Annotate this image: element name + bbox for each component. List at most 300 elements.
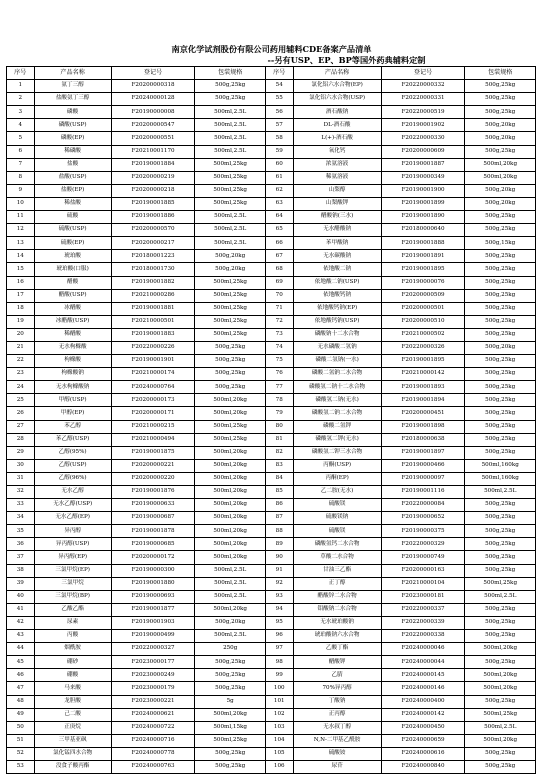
cell-product-name: 丁酸钠 xyxy=(293,695,381,708)
cell-seq: 83 xyxy=(265,459,293,472)
cell-reg-no: F20190000375 xyxy=(381,525,465,538)
cell-seq: 58 xyxy=(265,132,293,145)
cell-packaging: 500g,25kg xyxy=(465,315,536,328)
cell-product-name: 依地酸钙钠(USP) xyxy=(293,315,381,328)
table-row xyxy=(7,472,536,485)
cell-product-name: 盐酸氨丁三醇 xyxy=(34,93,111,106)
cell-seq: 43 xyxy=(7,630,35,643)
cell-seq: 32 xyxy=(7,486,35,499)
cell-packaging: 500ml,2.5L xyxy=(465,721,536,734)
cell-seq: 75 xyxy=(265,355,293,368)
cell-product-name: 无水叔丁醇 xyxy=(293,721,381,734)
cell-reg-no: F20210001170 xyxy=(111,145,195,158)
cell-packaging: 500g,25kg xyxy=(465,80,536,93)
cell-product-name: 无水乙醇 xyxy=(34,486,111,499)
table-row xyxy=(7,211,536,224)
cell-product-name: 磷酸氢二钠二水合物 xyxy=(293,407,381,420)
cell-seq: 14 xyxy=(7,250,35,263)
cell-product-name: 尿素 xyxy=(34,616,111,629)
cell-seq: 78 xyxy=(265,394,293,407)
cell-reg-no: F20190001875 xyxy=(111,446,195,459)
cell-reg-no: F20200000220 xyxy=(111,472,195,485)
cell-seq: 5 xyxy=(7,132,35,145)
cell-product-name: 硼酸 xyxy=(34,669,111,682)
title-main: 南京化学试剂股份有限公司药用辅料CDE备案产品清单 xyxy=(171,44,372,54)
cell-product-name: 醋酸 xyxy=(34,276,111,289)
cell-reg-no: F20190001888 xyxy=(381,237,465,250)
table-row xyxy=(7,564,536,577)
cell-product-name: 三氯甲烷(EP) xyxy=(34,564,111,577)
cell-reg-no: F20220000226 xyxy=(111,341,195,354)
cell-product-name: 无水碳酸钠 xyxy=(293,250,381,263)
cell-product-name: 枸橼酸 xyxy=(34,355,111,368)
cell-product-name: 硫酸(EP) xyxy=(34,237,111,250)
cell-product-name: DL-酒石酸 xyxy=(293,119,381,132)
cell-seq: 55 xyxy=(265,93,293,106)
cell-product-name: 己二酸 xyxy=(34,708,111,721)
table-row xyxy=(7,341,536,354)
cell-reg-no: F20190001887 xyxy=(381,158,465,171)
cell-reg-no: F20190001894 xyxy=(381,394,465,407)
cell-seq: 73 xyxy=(265,328,293,341)
cell-product-name: 硫酸镁 xyxy=(293,499,381,512)
cell-product-name: 马来酸 xyxy=(34,682,111,695)
cell-reg-no: F20230000181 xyxy=(381,590,465,603)
cell-packaging: 500ml,25kg xyxy=(195,197,266,210)
cell-product-name: 磷酸 xyxy=(34,106,111,119)
cell-seq: 56 xyxy=(265,106,293,119)
cell-product-name: 异丙醇(EP) xyxy=(34,551,111,564)
cell-product-name: 丙酮(EP) xyxy=(293,472,381,485)
header-seq: 序号 xyxy=(7,67,35,80)
cell-packaging: 500ml,20kg xyxy=(465,734,536,747)
cell-seq: 10 xyxy=(7,197,35,210)
cell-product-name: 山梨醇 xyxy=(293,184,381,197)
cell-product-name: 盐酸 xyxy=(34,158,111,171)
table-row xyxy=(7,603,536,616)
cell-reg-no: F20200000501 xyxy=(381,302,465,315)
cell-reg-no: F20220000327 xyxy=(111,643,195,656)
cell-packaging: 500g,25kg xyxy=(465,420,536,433)
cell-reg-no: F20200000318 xyxy=(111,80,195,93)
cell-reg-no: F20190000097 xyxy=(381,472,465,485)
cell-packaging: 500ml,20kg xyxy=(195,525,266,538)
cell-seq: 94 xyxy=(265,603,293,616)
table-row xyxy=(7,643,536,656)
cell-product-name: 三氯甲烷 xyxy=(34,577,111,590)
cell-product-name: 乙酸乙酯 xyxy=(34,603,111,616)
cell-packaging: 500g,25kg xyxy=(195,93,266,106)
cell-seq: 12 xyxy=(7,224,35,237)
cell-packaging: 500ml,160kg xyxy=(465,459,536,472)
cell-reg-no: F20180000638 xyxy=(381,433,465,446)
cell-seq: 88 xyxy=(265,525,293,538)
cell-seq: 9 xyxy=(7,184,35,197)
cell-reg-no: F20210000215 xyxy=(111,420,195,433)
cell-seq: 46 xyxy=(7,669,35,682)
cell-packaging: 500ml,25kg xyxy=(195,315,266,328)
cell-seq: 45 xyxy=(7,656,35,669)
cell-product-name: 乙二胺(无水) xyxy=(293,486,381,499)
cell-seq: 104 xyxy=(265,734,293,747)
table-row xyxy=(7,630,536,643)
cell-seq: 86 xyxy=(265,499,293,512)
cell-packaging: 500g,25kg xyxy=(465,211,536,224)
cell-reg-no: F20190000499 xyxy=(111,630,195,643)
cell-packaging: 500g,15kg xyxy=(465,237,536,250)
cell-seq: 17 xyxy=(7,289,35,302)
cell-seq: 82 xyxy=(265,446,293,459)
cell-reg-no: F20240000145 xyxy=(381,669,465,682)
cell-reg-no: F20240000764 xyxy=(111,381,195,394)
cell-seq: 103 xyxy=(265,721,293,734)
cell-reg-no: F20200000510 xyxy=(381,315,465,328)
table-row xyxy=(7,106,536,119)
title-sub: --另有USP、EP、BP等国外药典辅料定制 xyxy=(267,55,426,65)
table-row xyxy=(7,551,536,564)
cell-reg-no: F20190001900 xyxy=(381,184,465,197)
cell-product-name: 磷酸二氢钾 xyxy=(293,420,381,433)
cell-packaging: 500ml,20kg xyxy=(465,669,536,682)
cell-seq: 13 xyxy=(7,237,35,250)
cell-product-name: 醋酸(USP) xyxy=(34,289,111,302)
cell-packaging: 500g,25kg xyxy=(465,289,536,302)
cell-packaging: 500g,20kg xyxy=(465,132,536,145)
cell-seq: 23 xyxy=(7,368,35,381)
cell-reg-no: F20220000338 xyxy=(381,630,465,643)
cell-reg-no: F20210000174 xyxy=(111,368,195,381)
cell-reg-no: F20190001885 xyxy=(111,197,195,210)
cell-product-name: 无水醋酸钠 xyxy=(293,224,381,237)
table-row xyxy=(7,420,536,433)
cell-product-name: 稀盐酸 xyxy=(34,197,111,210)
cell-seq: 81 xyxy=(265,433,293,446)
cell-packaging: 500ml,2.5L xyxy=(195,224,266,237)
cell-packaging: 500g,25kg xyxy=(465,551,536,564)
cell-reg-no: F20210000142 xyxy=(381,368,465,381)
table-row xyxy=(7,682,536,695)
cell-product-name: 稀醋酸 xyxy=(34,328,111,341)
cell-packaging: 500ml,2.5L xyxy=(195,577,266,590)
cell-packaging: 500ml,25kg xyxy=(195,734,266,747)
cell-reg-no: F20190001876 xyxy=(111,486,195,499)
cell-seq: 101 xyxy=(265,695,293,708)
cell-seq: 39 xyxy=(7,577,35,590)
cell-packaging: 500ml,20kg xyxy=(195,708,266,721)
cell-reg-no: F20190001877 xyxy=(111,603,195,616)
cell-seq: 47 xyxy=(7,682,35,695)
cell-reg-no: F20240000621 xyxy=(111,708,195,721)
table-row xyxy=(7,734,536,747)
cell-reg-no: F20180001223 xyxy=(111,250,195,263)
cell-product-name: 硫酸镁钠 xyxy=(293,512,381,525)
cell-packaging: 500g,25kg xyxy=(465,407,536,420)
cell-reg-no: F20190000076 xyxy=(381,276,465,289)
cell-packaging: 500ml,15kg xyxy=(195,721,266,734)
cell-reg-no: F20190001891 xyxy=(381,250,465,263)
cell-packaging: 500ml,20kg xyxy=(195,551,266,564)
cell-seq: 102 xyxy=(265,708,293,721)
cell-seq: 27 xyxy=(7,420,35,433)
cell-reg-no: F20190001903 xyxy=(111,616,195,629)
cell-packaging: 500g,25kg xyxy=(465,394,536,407)
cell-product-name: 氯化锰四水合物 xyxy=(34,747,111,760)
cell-reg-no: F20200000217 xyxy=(111,237,195,250)
table-header-row xyxy=(7,67,536,80)
cell-product-name: 无水枸橼酸钠 xyxy=(34,381,111,394)
cell-packaging: 500g,25kg xyxy=(465,433,536,446)
cell-product-name: 氧化钙 xyxy=(293,145,381,158)
cell-packaging: 500g,25kg xyxy=(465,328,536,341)
cell-reg-no: F20190001116 xyxy=(381,486,465,499)
cell-reg-no: F20190001899 xyxy=(381,197,465,210)
cell-reg-no: F20190001884 xyxy=(111,158,195,171)
cell-reg-no: F20210000501 xyxy=(111,315,195,328)
cell-reg-no: F20200000551 xyxy=(111,132,195,145)
cell-packaging: 500ml,20kg xyxy=(195,472,266,485)
cell-product-name: N,N-二甲基乙酰胺 xyxy=(293,734,381,747)
cell-seq: 42 xyxy=(7,616,35,629)
cell-packaging: 500ml,2.5L xyxy=(195,119,266,132)
cell-product-name: 稀磷酸 xyxy=(34,145,111,158)
cell-reg-no: F20220000084 xyxy=(381,499,465,512)
cell-seq: 34 xyxy=(7,512,35,525)
table-row xyxy=(7,433,536,446)
cell-packaging: 500ml,25kg xyxy=(195,171,266,184)
cell-reg-no: F20190000685 xyxy=(111,538,195,551)
cell-seq: 37 xyxy=(7,551,35,564)
cell-packaging: 500g,25kg xyxy=(465,446,536,459)
cell-packaging: 500ml,2.5L xyxy=(195,211,266,224)
cell-packaging: 500ml,2.5L xyxy=(465,590,536,603)
cell-seq: 35 xyxy=(7,525,35,538)
cell-product-name: 磷酸二氢钠二水合物 xyxy=(293,368,381,381)
cell-product-name: 三氯甲烷(BP) xyxy=(34,590,111,603)
cell-seq: 8 xyxy=(7,171,35,184)
cell-seq: 79 xyxy=(265,407,293,420)
cell-product-name: 枸橼酸钠 xyxy=(34,368,111,381)
cell-seq: 41 xyxy=(7,603,35,616)
cell-packaging: 500ml,25kg xyxy=(465,708,536,721)
cell-seq: 15 xyxy=(7,263,35,276)
cell-product-name: 异丙醇(USP) xyxy=(34,538,111,551)
cell-reg-no: F20220000329 xyxy=(381,538,465,551)
cell-packaging: 500g,25kg xyxy=(465,512,536,525)
cell-product-name: 乙酸丁酯 xyxy=(293,643,381,656)
cell-reg-no: F20190001895 xyxy=(381,263,465,276)
cell-packaging: 500g,25kg xyxy=(465,630,536,643)
cell-reg-no: F20190000652 xyxy=(381,512,465,525)
cell-product-name: 无水乙醇(EP) xyxy=(34,512,111,525)
cell-packaging: 500ml,2.5L xyxy=(195,145,266,158)
cell-seq: 89 xyxy=(265,538,293,551)
cell-seq: 97 xyxy=(265,643,293,656)
cell-seq: 24 xyxy=(7,381,35,394)
cell-reg-no: F20240000046 xyxy=(381,643,465,656)
cell-seq: 36 xyxy=(7,538,35,551)
cell-seq: 21 xyxy=(7,341,35,354)
cell-reg-no: F20240000400 xyxy=(381,695,465,708)
cell-packaging: 500g,20kg xyxy=(465,184,536,197)
cell-packaging: 500ml,20kg xyxy=(195,446,266,459)
cell-packaging: 500ml,2.5L xyxy=(195,564,266,577)
cell-seq: 87 xyxy=(265,512,293,525)
cell-product-name: 甲醇(USP) xyxy=(34,394,111,407)
cell-product-name: 70%异丙醇 xyxy=(293,682,381,695)
cell-seq: 80 xyxy=(265,420,293,433)
cell-seq: 84 xyxy=(265,472,293,485)
cell-seq: 54 xyxy=(265,80,293,93)
cell-seq: 7 xyxy=(7,158,35,171)
cell-product-name: 磷酸氢二钠(无水) xyxy=(293,394,381,407)
cell-product-name: 冰醋酸 xyxy=(34,302,111,315)
cell-seq: 64 xyxy=(265,211,293,224)
cell-reg-no: F20200000218 xyxy=(111,184,195,197)
cell-product-name: 钼酸钠二水合物 xyxy=(293,603,381,616)
cell-packaging: 500g,25kg xyxy=(465,747,536,760)
cell-product-name: 无水磷酸二氢钠 xyxy=(293,341,381,354)
cell-product-name: 硼砂 xyxy=(34,656,111,669)
cell-reg-no: F20210000104 xyxy=(381,577,465,590)
cell-product-name: 琥珀酸钠六水合物 xyxy=(293,630,381,643)
table-row xyxy=(7,669,536,682)
cell-packaging: 500g,25kg xyxy=(465,603,536,616)
cell-packaging: 500g,25kg xyxy=(195,747,266,760)
cell-reg-no: F20190000633 xyxy=(111,499,195,512)
cell-packaging: 500g,25kg xyxy=(195,656,266,669)
cell-packaging: 500ml,25kg xyxy=(195,276,266,289)
cell-reg-no: F20200000547 xyxy=(111,119,195,132)
table-row xyxy=(7,381,536,394)
table-row xyxy=(7,538,536,551)
cell-packaging: 500g,25kg xyxy=(195,341,266,354)
cell-product-name: 苯乙醇(USP) xyxy=(34,433,111,446)
cell-packaging: 500g,25kg xyxy=(465,263,536,276)
cell-reg-no: F20240000722 xyxy=(111,721,195,734)
cell-packaging: 250g xyxy=(195,643,266,656)
cell-seq: 11 xyxy=(7,211,35,224)
cell-product-name: 稀氨溶液 xyxy=(293,171,381,184)
table-row xyxy=(7,132,536,145)
cell-packaging: 500ml,20kg xyxy=(195,512,266,525)
table-row xyxy=(7,368,536,381)
cell-packaging: 500g,20kg xyxy=(465,341,536,354)
cell-reg-no: F20230000249 xyxy=(111,669,195,682)
cell-product-name: 磷酸氢二钠十二水合物 xyxy=(293,381,381,394)
cell-packaging: 500ml,20kg xyxy=(465,682,536,695)
cell-product-name: 乙醇(USP) xyxy=(34,459,111,472)
cell-packaging: 500ml,25kg xyxy=(465,577,536,590)
cell-packaging: 500g,25kg xyxy=(195,760,266,773)
cell-reg-no: F20240000142 xyxy=(381,708,465,721)
cell-product-name: 氨丁三醇 xyxy=(34,80,111,93)
cell-product-name: 酒石酸钠 xyxy=(293,106,381,119)
table-row xyxy=(7,80,536,93)
cell-product-name: 琥珀酸(口服) xyxy=(34,263,111,276)
cell-product-name: 尿苷 xyxy=(293,760,381,773)
table-row xyxy=(7,355,536,368)
cell-packaging: 500g,25kg xyxy=(465,499,536,512)
cell-seq: 63 xyxy=(265,197,293,210)
cell-reg-no: F20200000609 xyxy=(381,145,465,158)
cell-packaging: 500ml,25kg xyxy=(195,302,266,315)
cell-packaging: 500g,25kg xyxy=(195,669,266,682)
table-row xyxy=(7,302,536,315)
cell-seq: 60 xyxy=(265,158,293,171)
cell-packaging: 500g,25kg xyxy=(195,381,266,394)
cell-seq: 98 xyxy=(265,656,293,669)
table-row xyxy=(7,590,536,603)
table-row xyxy=(7,499,536,512)
cell-product-name: 磷酸钠十二水合物 xyxy=(293,328,381,341)
cell-reg-no: F20200000173 xyxy=(111,394,195,407)
cell-reg-no: F20200000163 xyxy=(381,564,465,577)
cell-packaging: 5g xyxy=(195,695,266,708)
cell-packaging: 500g,25kg xyxy=(465,564,536,577)
cell-product-name: 甘油三乙酯 xyxy=(293,564,381,577)
cell-product-name: 依地酸钙钠 xyxy=(293,289,381,302)
cell-product-name: 烟酰胺 xyxy=(34,643,111,656)
table-row xyxy=(7,459,536,472)
cell-reg-no: F20200000451 xyxy=(381,407,465,420)
cell-seq: 85 xyxy=(265,486,293,499)
cell-packaging: 500g,25kg xyxy=(465,616,536,629)
cell-packaging: 500g,25kg xyxy=(465,538,536,551)
cell-packaging: 500g,25kg xyxy=(465,106,536,119)
cell-packaging: 500ml,25kg xyxy=(195,184,266,197)
cell-reg-no: F20190000300 xyxy=(111,564,195,577)
cell-product-name: 正丁醇 xyxy=(293,577,381,590)
cell-seq: 33 xyxy=(7,499,35,512)
cell-packaging: 500ml,20kg xyxy=(195,459,266,472)
cell-seq: 61 xyxy=(265,171,293,184)
cell-reg-no: F20240000450 xyxy=(381,721,465,734)
table-row xyxy=(7,721,536,734)
cell-packaging: 500g,25kg xyxy=(465,250,536,263)
cell-product-name: 异丙醇 xyxy=(34,525,111,538)
cell-seq: 38 xyxy=(7,564,35,577)
cell-product-name: 龙胆酸 xyxy=(34,695,111,708)
cell-seq: 96 xyxy=(265,630,293,643)
cell-product-name: 冰醋酸(USP) xyxy=(34,315,111,328)
cell-product-name: 硫酸镁 xyxy=(293,525,381,538)
cell-reg-no: F20240000044 xyxy=(381,656,465,669)
table-row xyxy=(7,263,536,276)
cell-reg-no: F20230000221 xyxy=(111,695,195,708)
cell-reg-no: F20240000763 xyxy=(111,760,195,773)
cell-product-name: 盐酸(USP) xyxy=(34,171,111,184)
cell-seq: 100 xyxy=(265,682,293,695)
cell-product-name: 依地酸二钠(USP) xyxy=(293,276,381,289)
cell-seq: 49 xyxy=(7,708,35,721)
cell-seq: 19 xyxy=(7,315,35,328)
header-reg-no: 登记号 xyxy=(381,67,465,80)
cell-packaging: 500g,20kg xyxy=(195,616,266,629)
cell-product-name: 正丙醇 xyxy=(293,708,381,721)
cell-packaging: 500ml,20kg xyxy=(195,486,266,499)
cell-seq: 31 xyxy=(7,472,35,485)
cell-reg-no: F20180000640 xyxy=(381,224,465,237)
cell-packaging: 500g,25kg xyxy=(465,276,536,289)
cell-packaging: 500ml,20kg xyxy=(195,394,266,407)
cell-seq: 18 xyxy=(7,302,35,315)
cell-packaging: 500g,20kg xyxy=(465,119,536,132)
cell-seq: 70 xyxy=(265,289,293,302)
cell-product-name: 硫酸铵 xyxy=(293,747,381,760)
cell-product-name: 醋酸锌二水合物 xyxy=(293,590,381,603)
table-row xyxy=(7,446,536,459)
cell-packaging: 500ml,20kg xyxy=(465,158,536,171)
